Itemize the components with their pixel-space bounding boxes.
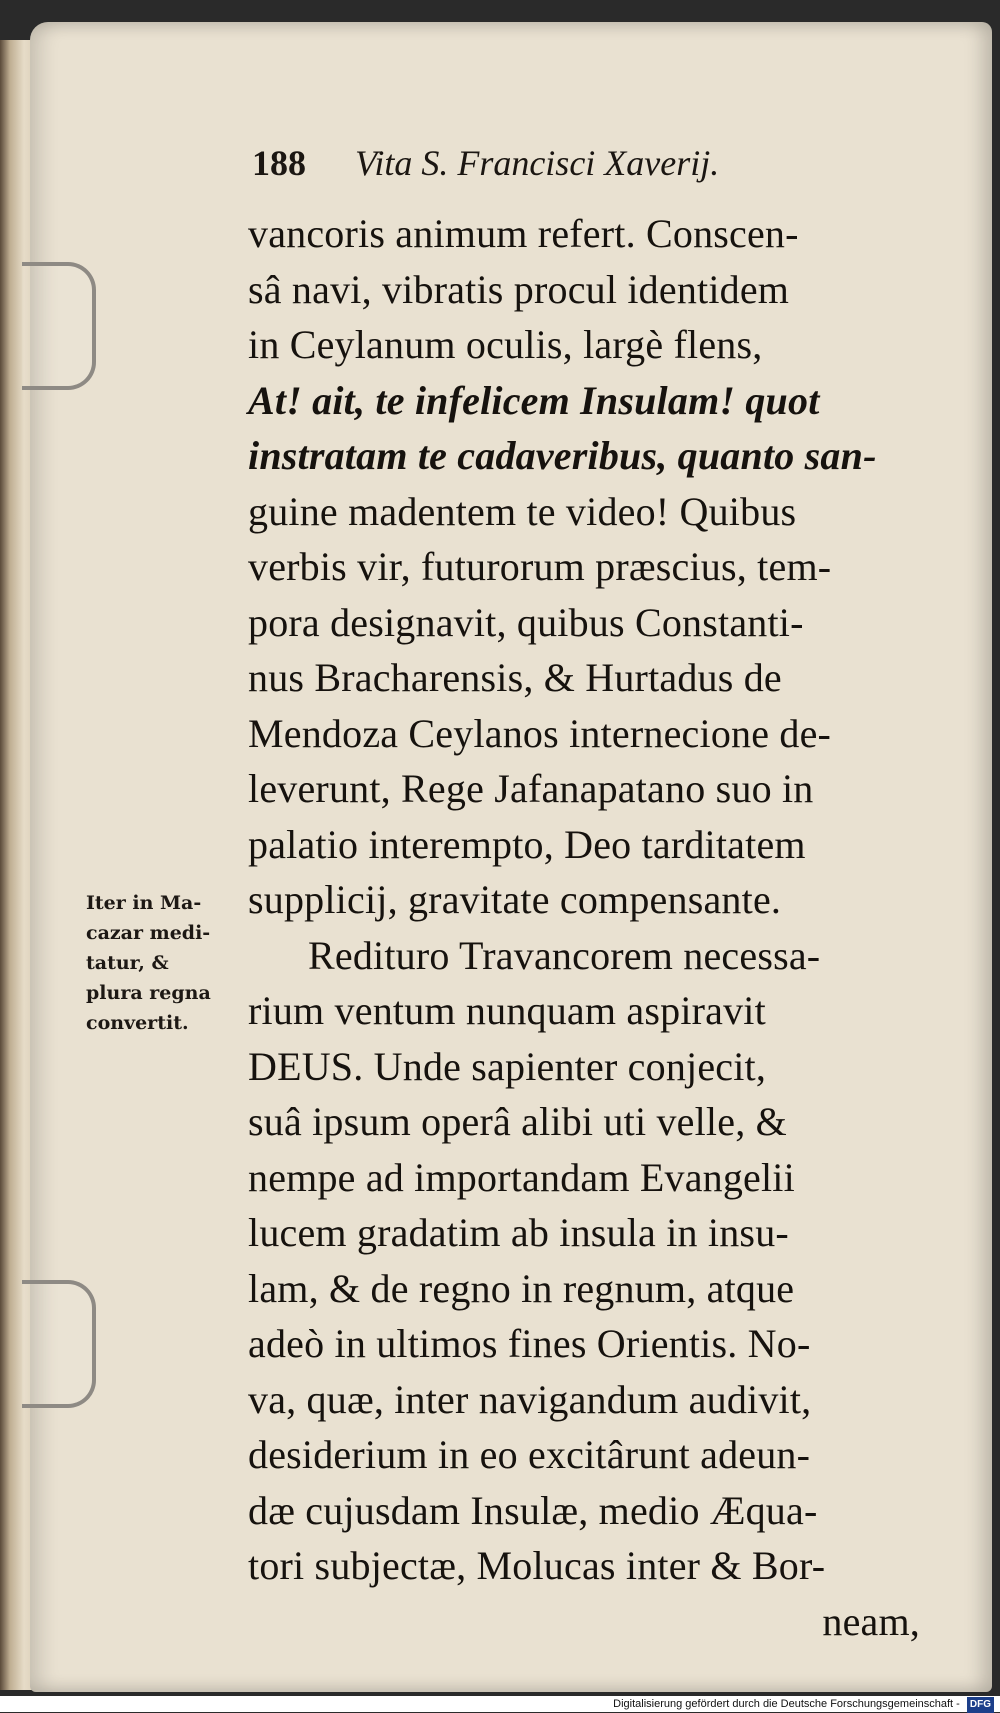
text-line: lucem gradatim ab insula in insu- <box>248 1210 789 1255</box>
text-line: sâ navi, vibratis procul identidem <box>248 266 790 312</box>
text-line: nus Bracharensis, & Hurtadus de <box>248 655 782 700</box>
margin-note-line: plura regna <box>86 982 211 1004</box>
text-line: dæ cujusdam Insulæ, medio Æqua- <box>248 1487 818 1533</box>
text-line: in Ceylanum oculis, largè flens, <box>248 322 763 367</box>
text-line: desiderium in eo excitârunt adeun- <box>248 1432 811 1477</box>
text-line: pora designavit, quibus Constanti- <box>248 599 804 645</box>
text-line: suâ ipsum operâ alibi uti velle, & <box>248 1099 787 1144</box>
body-text <box>248 206 928 1649</box>
text-line: verbis vir, futurorum præscius, tem- <box>248 544 832 589</box>
text-line: rium ventum nunquam aspiravit <box>248 988 766 1033</box>
text-line: At! ait, te infelicem Insulam! quot <box>248 377 820 423</box>
text-line: lam, & de regno in regnum, atque <box>248 1265 795 1311</box>
text-line: instratam te cadaveribus, quanto san- <box>248 433 877 478</box>
text-line: vancoris animum refert. Conscen- <box>248 211 799 256</box>
text-line: adeò in ultimos fines Orientis. No- <box>248 1321 811 1366</box>
text-line: leverunt, Rege Jafanapatano suo in <box>248 766 814 811</box>
text-line: DEUS. Unde sapienter conjecit, <box>248 1043 767 1089</box>
text-line: Mendoza Ceylanos internecione de- <box>248 710 832 756</box>
funding-credit: Digitalisierung gefördert durch die Deutsche Forschungsgemeinschaft - <box>613 1698 960 1710</box>
running-title: Vita S. Francisci Xaverij. <box>355 143 720 183</box>
page-clip-bottom <box>22 1280 96 1408</box>
margin-note-line: cazar medi- <box>86 922 211 944</box>
text-line: nempe ad importandam Evangelii <box>248 1154 795 1200</box>
running-head <box>252 142 719 184</box>
text-line: Redituro Travancorem necessa- <box>308 932 821 978</box>
digitization-footer <box>0 1696 1000 1712</box>
margin-note-line: tatur, & <box>86 952 169 974</box>
page-number: 188 <box>252 143 306 183</box>
dfg-logo: DFG <box>967 1697 994 1713</box>
catchword: neam, <box>822 1598 920 1644</box>
text-line: supplicij, gravitate compensante. <box>248 877 782 922</box>
text-line: va, quæ, inter navigandum audivit, <box>248 1376 812 1422</box>
text-line: palatio interempto, Deo tarditatem <box>248 821 806 867</box>
margin-note-line: Iter in Ma- <box>86 892 202 914</box>
margin-note <box>86 888 256 1038</box>
text-line: guine madentem te video! Quibus <box>248 488 797 534</box>
margin-note-line: convertit. <box>86 1012 189 1034</box>
page-clip-top <box>22 262 96 390</box>
text-line: tori subjectæ, Molucas inter & Bor- <box>248 1543 826 1588</box>
